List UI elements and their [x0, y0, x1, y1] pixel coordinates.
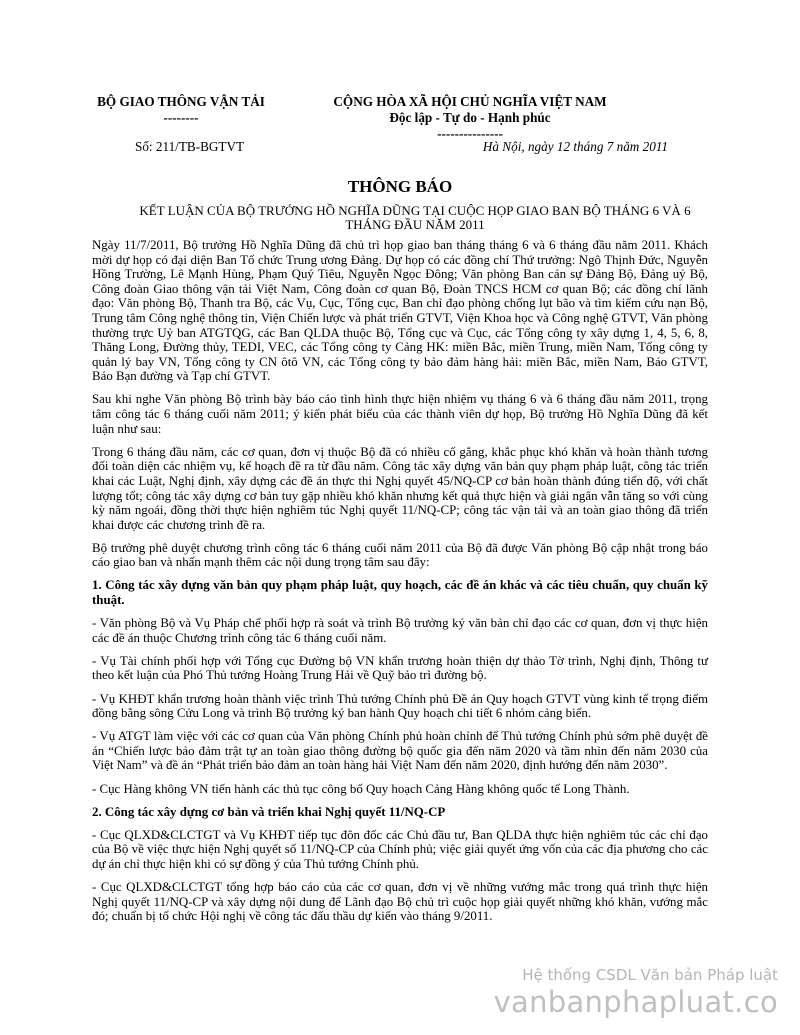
- watermark-caption: Hệ thống CSDL Văn bản Pháp luật: [522, 966, 778, 984]
- paragraph: - Vụ Tài chính phối hợp với Tổng cục Đường bộ VN khẩn trương hoàn thiện dự thảo Tờ trình, Nghị định, Thông tư theo kết luận của Phó Thủ tướng Hoàng Trung Hải về Quỹ bảo trì đường bộ.: [92, 653, 708, 683]
- document-title: THÔNG BÁO: [347, 177, 453, 196]
- issuer-block: [92, 94, 270, 126]
- paragraph: Ngày 11/7/2011, Bộ trưởng Hồ Nghĩa Dũng đã chủ trì họp giao ban tháng tháng 6 và 6 tháng đầu năm 2011. Khách mời dự họp có đại diện Ban Tổ chức Trung ương Đảng. Dự họp có các đồng chí Thứ trưởng: Ngô Thịnh Đức, Nguyễn Hồng Trường, Lê Mạnh Hùng, Phạm Quý Tiêu, Nguyễn Ngọc Đông; Văn phòng Ban cán sự Đảng Bộ, Đảng uỷ Bộ, Công đoàn Giao thông vận tải Việt Nam, Công đoàn cơ quan Bộ, Đoàn TNCS HCM cơ quan Bộ; các đồng chí lãnh đạo: Văn phòng Bộ, Thanh tra Bộ, các Vụ, Cục, Tổng cục, Ban chỉ đạo phòng chống lụt bão và tìm kiếm cứu nạn Bộ, Trung tâm Công nghệ thông tin, Viện Chiến lược và phát triển GTVT, Viện Khoa học và Công nghệ GTVT, Văn phòng thường trực Uỷ ban ATGTQG, các Ban QLDA thuộc Bộ, Tổng cục và Cục, các Tổng công ty xây dựng 1, 4, 5, 6, 8, Thăng Long, Đường thủy, TEDI, VEC, các Tổng công ty Cảng HK: miền Bắc, miền Trung, miền Nam, Tổng công ty quản lý bay VN, Tổng công ty CN ôtô VN, các Tổng công ty bảo đảm hàng hải: miền Bắc, miền Nam, Báo GTVT, Báo Bạn đường và Tạp chí GTVT.: [92, 238, 708, 384]
- paragraph: - Cục QLXD&CLCTGT tổng hợp báo cáo của các cơ quan, đơn vị về những vướng mắc trong quá trình thực hiện Nghị quyết 11/NQ-CP và xây dựng nội dung để Lãnh đạo Bộ chủ trì cuộc họp giải quyết những khó khăn, vướng mắc đó; chuẩn bị tổ chức Hội nghị về công tác đấu thầu dự kiến vào tháng 9/2011.: [92, 879, 708, 924]
- paragraph: - Cục Hàng không VN tiến hành các thủ tục công bố Quy hoạch Cảng Hàng không quốc tế Long Thành.: [92, 781, 630, 796]
- paragraph: Bộ trưởng phê duyệt chương trình công tác 6 tháng cuối năm 2011 của Bộ đã được Văn phòng Bộ cập nhật trong báo cáo giao ban và nhấn mạnh thêm các nội dung trọng tâm sau đây:: [92, 540, 708, 570]
- document-date: Hà Nội, ngày 12 tháng 7 năm 2011: [482, 139, 668, 154]
- national-title-block: [300, 94, 640, 142]
- ministry-name: BỘ GIAO THÔNG VẬN TẢI: [97, 94, 265, 109]
- document-body: [92, 238, 708, 932]
- document-subtitle: KẾT LUẬN CỦA BỘ TRƯỞNG HỒ NGHĨA DŨNG TẠI CUỘC HỌP GIAO BAN BỘ THÁNG 6 VÀ 6 THÁNG ĐẦU NĂM 2011: [139, 203, 691, 232]
- ministry-underline: --------: [163, 110, 199, 125]
- paragraph: - Vụ KHĐT khẩn trương hoàn thành việc trình Thủ tướng Chính phủ Đề án Quy hoạch GTVT vùng kinh tế trọng điểm đồng bằng sông Cửu Long và trình Bộ trưởng ký ban hành Quy hoạch chi tiết 6 nhóm cảng biển.: [92, 691, 708, 721]
- watermark-site: vanbanphapluat.co: [493, 985, 778, 1019]
- document-number: Số: 211/TB-BGTVT: [135, 139, 245, 154]
- section-heading: 2. Công tác xây dựng cơ bản và triển khai Nghị quyết 11/NQ-CP: [92, 804, 446, 819]
- paragraph: Trong 6 tháng đầu năm, các cơ quan, đơn vị thuộc Bộ đã có nhiều cố gắng, khắc phục khó khăn và hoàn thành tương đối toàn diện các nhiệm vụ, kế hoạch đề ra từ đầu năm. Công tác xây dựng văn bản quy phạm pháp luật, công tác triển khai các Luật, Nghị định, xây dựng các đề án thực thi Nghị quyết 45/NQ-CP cơ bản hoàn thành đúng tiến độ, với chất lượng tốt; công tác xây dựng cơ bản tuy gặp nhiều khó khăn nhưng kết quả thực hiện và giải ngân vẫn tăng so với cùng kỳ năm ngoái, đồng thời thực hiện nghiêm túc Nghị quyết 11/NQ-CP; công tác vận tải và an toàn giao thông đã triển khai được các chương trình đề ra.: [92, 444, 708, 532]
- motto-underline: ---------------: [437, 126, 503, 141]
- national-motto: Độc lập - Tự do - Hạnh phúc: [389, 110, 551, 125]
- republic-name: CỘNG HÒA XÃ HỘI CHỦ NGHĨA VIỆT NAM: [333, 94, 607, 109]
- paragraph: - Văn phòng Bộ và Vụ Pháp chế phối hợp rà soát và trình Bộ trưởng ký văn bản chỉ đạo các cơ quan, đơn vị thực hiện các đề án thuộc Chương trình công tác 6 tháng cuối năm.: [92, 616, 708, 645]
- paragraph: - Vụ ATGT làm việc với các cơ quan của Văn phòng Chính phủ hoàn chỉnh để Thủ tướng Chính phủ sớm phê duyệt đề án “Chiến lược bảo đảm trật tự an toàn giao thông đường bộ quốc gia đến năm 2020 và tầm nhìn đến năm 2030 của Việt Nam” và đề án “Phát triển bảo đảm an toàn hàng hải Việt Nam đến năm 2020, định hướng đến năm 2030”.: [92, 729, 708, 773]
- section-heading: 1. Công tác xây dựng văn bản quy phạm pháp luật, quy hoạch, các đề án khác và các tiêu chuẩn, quy chuẩn kỹ thuật.: [92, 578, 708, 608]
- paragraph: - Cục QLXD&CLCTGT và Vụ KHĐT tiếp tục đôn đốc các Chủ đầu tư, Ban QLDA thực hiện nghiêm túc các chỉ đạo của Bộ về việc thực hiện Nghị quyết số 11/NQ-CP của Chính phủ; việc giải quyết ứng vốn của các địa phương cho các dự án chỉ thực hiện khi có sự đồng ý của Thủ tướng Chính phủ.: [92, 827, 708, 871]
- paragraph: Sau khi nghe Văn phòng Bộ trình bày báo cáo tình hình thực hiện nhiệm vụ tháng 6 và 6 tháng đầu năm 2011, trọng tâm công tác 6 tháng cuối năm 2011; ý kiến phát biểu của các thành viên dự họp, Bộ trưởng Hồ Nghĩa Dũng đã kết luận như sau:: [92, 392, 708, 436]
